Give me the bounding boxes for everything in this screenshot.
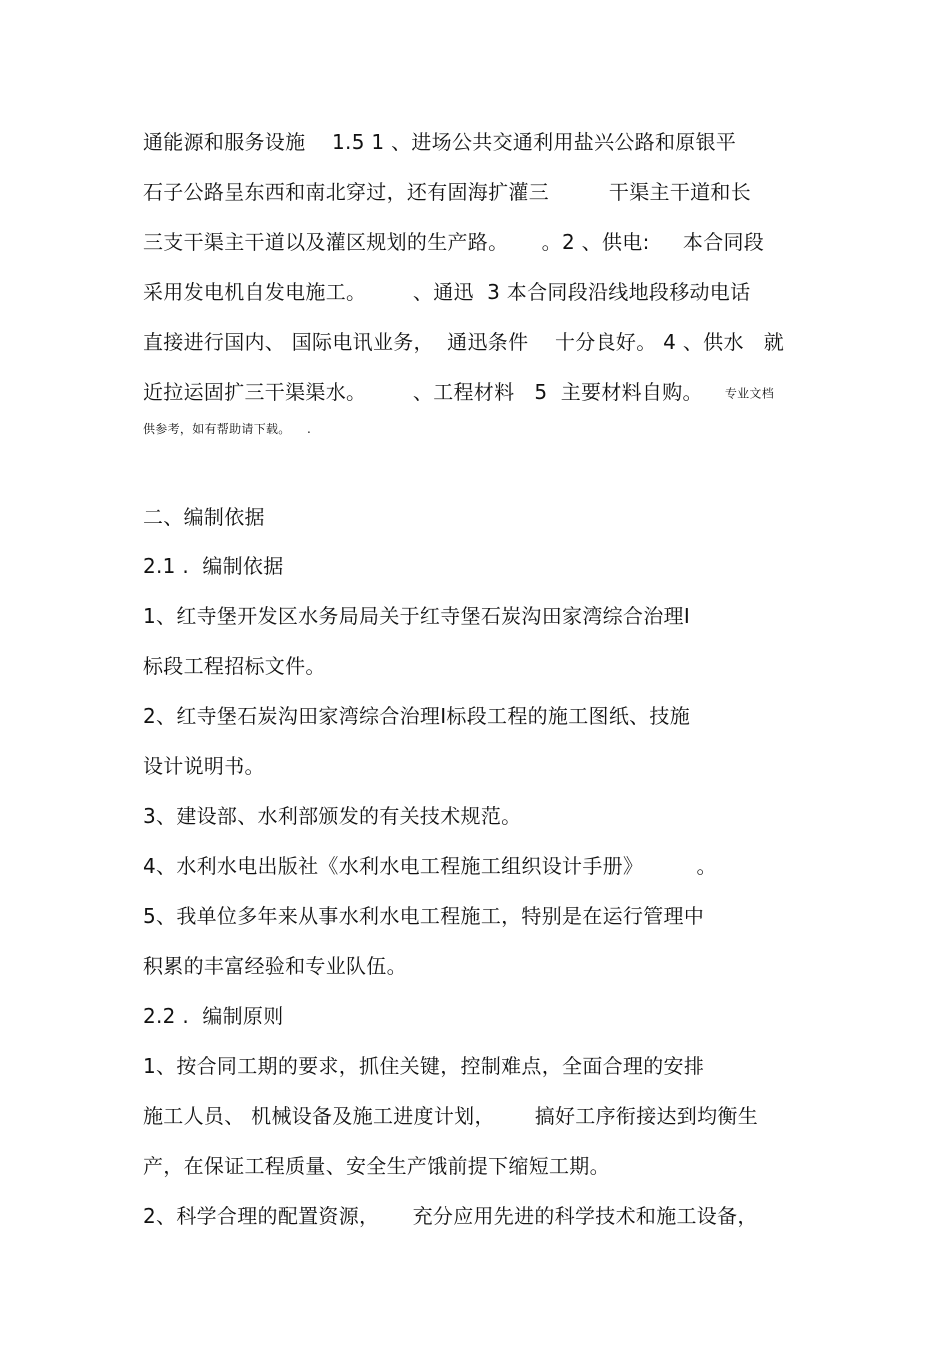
- basis-item-2-line-2: 设计说明书。: [143, 754, 265, 778]
- principle-item-2-line-1: 2、科学合理的配置资源， 充分应用先进的科学技术和施工设备，: [143, 1204, 758, 1228]
- basis-item-5-line-2: 积累的丰富经验和专业队伍。: [143, 954, 407, 978]
- intro-line-3: 三支干渠主干道以及灌区规划的生产路。 。2 、供电: 本合同段: [143, 230, 765, 254]
- intro-line-2: 石子公路呈东西和南北穿过，还有固海扩灌三 干渠主干道和长: [143, 180, 752, 204]
- principle-item-1-line-1: 1、按合同工期的要求，抓住关键，控制难点，全面合理的安排: [143, 1054, 705, 1078]
- section-heading: 二、编制依据: [143, 505, 265, 529]
- intro-line-4: 采用发电机自发电施工。 、通迅 3 本合同段沿线地段移动电话: [143, 280, 751, 304]
- intro-line-1: 通能源和服务设施 1.5 1 、进场公共交通利用盐兴公路和原银平: [143, 130, 737, 154]
- basis-item-2-line-1: 2、红寺堡石炭沟田家湾综合治理Ⅰ标段工程的施工图纸、技施: [143, 704, 691, 728]
- intro-line-6-text: 近拉运固扩三干渠渠水。 、工程材料 5 主要材料自购。: [143, 380, 703, 404]
- basis-item-1-line-2: 标段工程招标文件。: [143, 654, 326, 678]
- footnote-inline: 专业文档: [724, 386, 775, 401]
- principle-item-1-line-2: 施工人员、 机械设备及施工进度计划， 搞好工序衔接达到均衡生: [143, 1104, 759, 1128]
- principle-item-1-line-3: 产，在保证工程质量、安全生产饿前提下缩短工期。: [143, 1154, 610, 1178]
- basis-item-1-line-1: 1、红寺堡开发区水务局局关于红寺堡石炭沟田家湾综合治理Ⅰ: [143, 604, 691, 628]
- intro-line-6: [143, 379, 774, 407]
- subsection-2-1-heading: 2.1 . 编制依据: [143, 554, 284, 578]
- basis-item-5-line-1: 5、我单位多年来从事水利水电工程施工，特别是在运行管理中: [143, 904, 705, 928]
- footnote-line: 供参考，如有帮助请下载。 .: [143, 422, 312, 436]
- subsection-2-2-heading: 2.2 . 编制原则: [143, 1004, 284, 1028]
- intro-line-5: 直接进行国内、 国际电讯业务， 通迅条件 十分良好。 4 、供水 就: [143, 330, 785, 354]
- basis-item-3: 3、建设部、水利部颁发的有关技术规范。: [143, 804, 522, 828]
- basis-item-4: 4、水利水电出版社《水利水电工程施工组织设计手册》 。: [143, 854, 717, 878]
